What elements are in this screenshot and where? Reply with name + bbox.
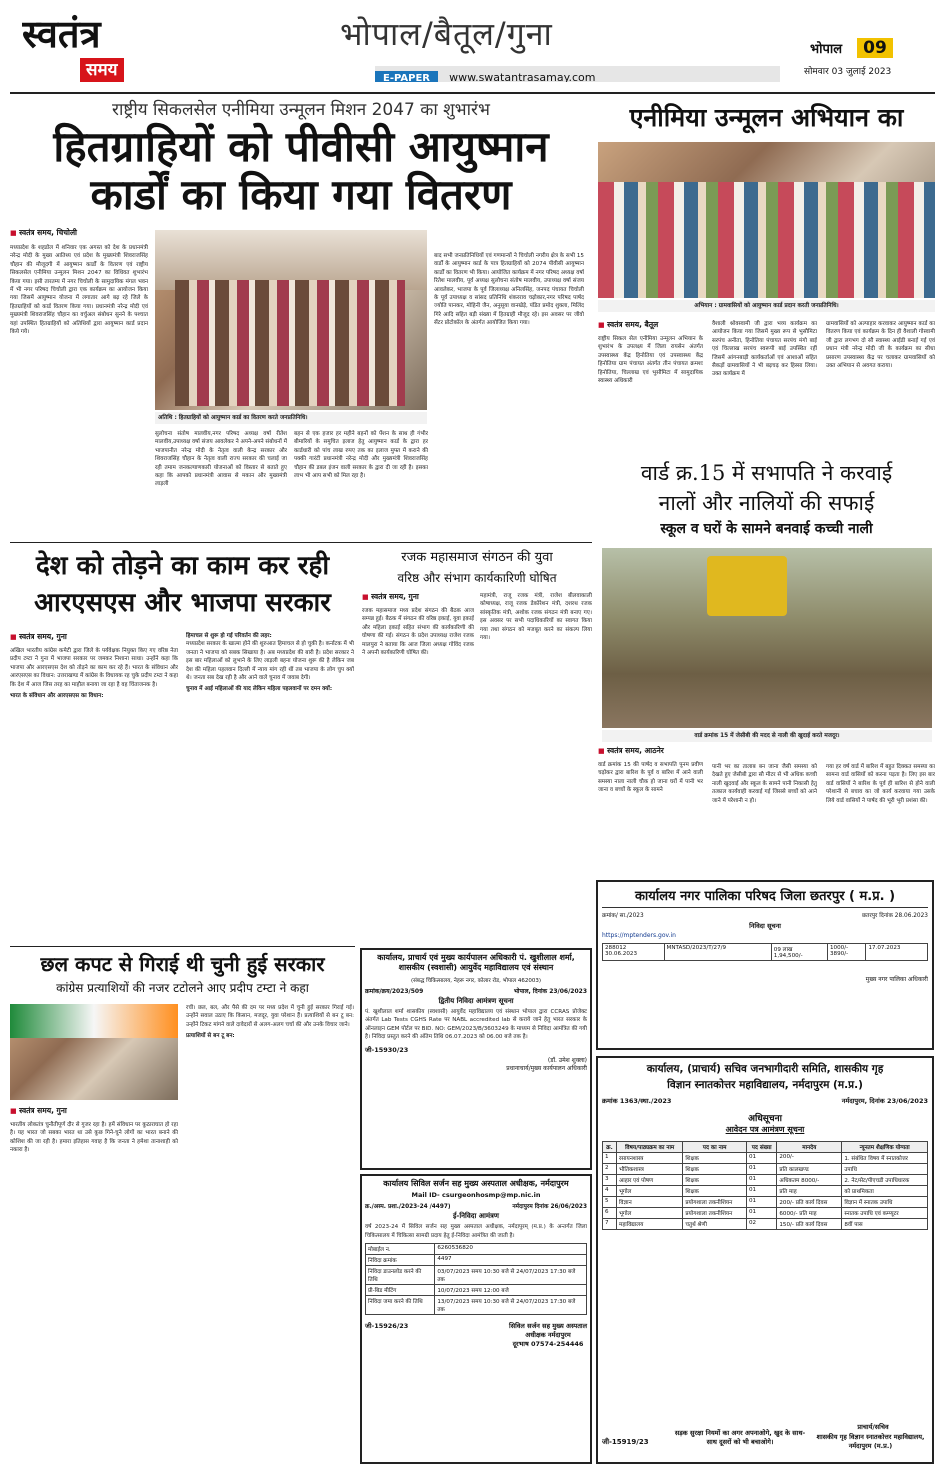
- table-cell: प्री-बिड मीटिंग: [366, 1285, 435, 1296]
- city-label: भोपाल: [810, 42, 843, 57]
- section-divider: [10, 946, 355, 947]
- story-subhead: हिमाचल से शुरू हो गई परिवर्तन की लहर:: [186, 633, 272, 639]
- table-cell: रसायनशास्त्र: [616, 1153, 682, 1164]
- notice-date: छतरपुर दिनांक 28.06.2023: [861, 913, 928, 919]
- table-cell: 6000/- प्रति माह: [777, 1208, 842, 1219]
- table-cell: प्रयोगशाला तकनीशियन: [683, 1197, 747, 1208]
- table-cell: 200/- प्रति कार्य दिवस: [777, 1197, 842, 1208]
- story-ayushman: [10, 96, 592, 536]
- story-body: अखिल भारतीय कांग्रेस कमेटी द्वारा जिले के पर्यवेक्षक नियुक्त किए गए वरिष्ठ नेता प्रदीप टम्टा ने गुना में भाजपा सरकार पर जमकर निशाना साधा। उन्होंने कहा कि भाजपा और आरएसएस देश को तोड़ने का काम कर रहे हैं। भारत के संविधान और आरएसएस का विधान: उत्तराखण्ड में कांग्रेस के विधायक रह चुके प्रदीप टम्टा ने कहा कि देश में आज जिस तरह का माहौल बनाया जा रहा है वह चिंताजनक है।: [10, 648, 178, 688]
- logo: [22, 14, 157, 84]
- story-body: भारतीय लोकतंत्र चुनौतीपूर्ण दौर से गुजर रहा है। हमें संविधान पर कुठाराघात हो रहा है। यह भारत जो सबका भारत था उसे कुछ गिने-चुने लोगों का भारत बनाने की कोशिश की जा रही है। हमारा इतिहास गवाह है कि जनता ने हमेशा तानाशाही को नकारा है।: [10, 1122, 178, 1154]
- story-body: मध्यप्रदेश के शहडोल में शनिवार एक अगस्त को देश के प्रधानमंत्री नरेन्द्र मोदी के मुख्य आतिथ्य एवं प्रदेश के मुख्यमंत्री शिवराजसिंह चौहान की मौजूदगी में आयुष्मान कार्डों के वितरण एवं राष्ट्रीय सिकलसेल एनीमिया उन्मूलन मिशन 2047 का विधिवत शुभारंभ किया गया। इसी तारतम्य में नगर चिचोली के सामुदायिक मंगल भवन में भी नगर परिषद चिचोली द्वारा एक कार्यक्रम का आयोजन किया गया जिसमें आयुष्मान योजना में लगातार आगे बढ़ रहे जिले के हितग्राहियों को कार्ड वितरण किया गया। प्रधानमंत्री नरेन्द्र मोदी एवं मुख्यमंत्री शिवराजसिंह चौहान का वर्चुअल संबोधन सुनने के पश्चात यहां उपस्थित हितग्राहियों को अतिथियों द्वारा आयुष्मान कार्ड प्रदान किये गये।: [10, 245, 148, 335]
- table-cell: भूगोल: [616, 1208, 682, 1219]
- table-cell: विज्ञान में स्नातक उपाधि: [842, 1197, 928, 1208]
- table-cell: प्रति कालखण्ड: [777, 1164, 842, 1175]
- table-cell: 02: [746, 1219, 776, 1230]
- table-cell: उपाधि: [842, 1164, 928, 1175]
- column-header: पद संख्या: [746, 1142, 776, 1153]
- notice-code: जी-15930/23: [365, 1046, 409, 1055]
- story-headline: छल कपट से गिराई थी चुनी हुई सरकार: [40, 952, 325, 976]
- column-header: न्यूनतम शैक्षणिक योग्यता: [842, 1142, 928, 1153]
- story-photo: [155, 230, 427, 410]
- story-body: बहन से एक हजार हर महीने बहनों को पेंशन के साथ ही गंभीर बीमारियों के समुचित इलाज हेतु आयुष्मान कार्ड के द्वारा हर कार्डधारी को पांच लाख रुपए तक का इलाज मुफ्त में कराने की पक्की गारंटी प्रधानमंत्री नरेन्द्र मोदी और मुख्यमंत्री शिवराजसिंह चौहान की डबल इंजन वाली सरकार के द्वारा दी जा रही है। इसका लाभ भी आप सभी को मिल रहा है।: [294, 431, 428, 479]
- story-headline-line2: कार्डों का किया गया वितरण: [90, 170, 512, 219]
- story-body: मध्यप्रदेश सरकार के खात्मा होने की शुरुआत हिमाचल से हो चुकी है। कर्नाटक में भी जनता ने भाजपा को सबक सिखाया है। अब मध्यप्रदेश की बारी है। प्रदेश सरकार ने इस बार महिलाओं को लुभाने के लिए लाड़ली बहना योजना शुरू की है लेकिन जब देश की महिला पहलवान दिल्ली में न्याय मांग रही थीं तब भाजपा के लोग चुप क्यों थे। जनता सब देख रही है और आने वाले चुनाव में जवाब देगी।: [186, 641, 354, 681]
- table-cell: 4497: [435, 1255, 587, 1266]
- story-column-2: [480, 592, 592, 942]
- story-rajak-samaj: [362, 548, 592, 943]
- story-byline: ■ स्वतंत्र समय, गुना: [362, 592, 474, 602]
- notice-title-line1: कार्यालय, (प्राचार्य) सचिव जनभागीदारी समिति, शासकीय गृह: [646, 1063, 884, 1075]
- story-photo-caption: अतिथि : हितग्राहियों को आयुष्मान कार्ड का वितरण करते जनप्रतिनिधि।: [155, 412, 427, 424]
- jcb-machine: [707, 556, 787, 616]
- story-photo-caption: वार्ड क्रमांक 15 में जेसीबी की मदद से नाली की खुदाई करते मजदूर।: [602, 730, 932, 742]
- story-body: पानी भर का तालाब बन जाना जैसी समस्या को देखते हुए जेसीबी द्वारा सौ मीटर से भी अधिक कच्ची नाली खुदवाई और स्कूल के सामने पानी निकासी हेतु तत्काल कार्यवाही करवाई गई जिससे बच्चों को आने जाने में परेशानी न हो।: [712, 764, 817, 804]
- table-cell: महाविद्यालय: [616, 1219, 682, 1230]
- table-cell: को प्राथमिकता: [842, 1186, 928, 1197]
- notice-sign-2: शासकीय गृह विज्ञान स्नातकोत्तर महाविद्यालय, नर्मदापुरम (म.प्र.): [816, 1433, 925, 1450]
- notice-ref: क्रमांक/ सा./2023: [602, 913, 644, 919]
- page-info: [800, 38, 910, 84]
- logo-bottom: समय: [80, 58, 124, 82]
- story-column-3: [826, 320, 935, 456]
- table-cell: भौतिकशास्त्र: [616, 1164, 682, 1175]
- table-cell: स्नातक उपाधि एवं कम्प्यूटर: [842, 1208, 928, 1219]
- table-cell: शिक्षक: [683, 1186, 747, 1197]
- vacancy-table: [602, 1141, 928, 1230]
- notice-home-science-college: [596, 1056, 934, 1464]
- notice-address: (संबद्ध चिकित्सालय, नेहरू नगर, कोलार रोड, भोपाल 462003): [410, 977, 542, 984]
- table-cell: 1000/- 3890/-: [827, 944, 865, 961]
- table-row: [366, 1296, 587, 1315]
- notice-footer: [602, 1420, 928, 1460]
- notice-subject: द्वितीय निविदा आमंत्रण सूचना: [438, 996, 514, 1005]
- notice-sign: मुख्य नगर पालिका अधिकारी: [865, 976, 928, 983]
- table-cell: शिक्षक: [683, 1175, 747, 1186]
- story-column-1: [10, 632, 178, 942]
- story-body: गया हर वर्ष वार्ड में बारिश में बहुत दिक्कत समस्या का सामना वार्ड वासियों को करना पड़ता है। लिए इस बार वार्ड वासियों ने बारिश के पूर्व ही बारिश से होने वाली परेशानी से बचाव का जो कार्य करवाया गया उसके लिये वार्ड वासियों ने पार्षद की भूरी भूरी प्रशंसा की।: [826, 764, 935, 804]
- notice-subject: अधिसूचना: [748, 1114, 782, 1124]
- notice-ref: क्रमांक 1363/स्था./2023: [602, 1097, 672, 1105]
- table-cell: 01: [746, 1197, 776, 1208]
- table-cell: 13/07/2023 समय 10:30 बजे से 24/07/2023 17:30 बजे तक: [435, 1296, 587, 1315]
- tender-notice-chhatarpur: [596, 880, 934, 1050]
- table-row: [366, 1266, 587, 1285]
- notice-sign: सिविल सर्जन सह मुख्य अस्पताल: [509, 1322, 587, 1331]
- table-cell: शिक्षक: [683, 1153, 747, 1164]
- story-photo-caption: अभियान : ग्रामवासियों को आयुष्मान कार्ड प्रदान करती जनप्रतिनिधि।: [598, 300, 935, 312]
- table-cell: निविदा जमा करने की तिथि: [366, 1296, 435, 1315]
- story-photo: [598, 142, 935, 298]
- story-headline-line1: रजक महासमाज संगठन की युवा: [401, 550, 553, 565]
- story-body: महामंत्री, राजू रजक मंत्री, राजेश बीलवाकाली कोषाध्यक्ष, राजू रजक डेकोरेशन मंत्री, दशरथ रजक सांस्कृतिक मंत्री, अशोक रजक संगठन मंत्री बनाए गए। इस अवसर पर सभी पदाधिकारियों का स्वागत किया गया तथा संगठन को मजबूत करने का संकल्प लिया गया।: [480, 593, 592, 641]
- table-cell: 200/-: [777, 1153, 842, 1164]
- story-headline-line2: वरिष्ठ और संभाग कार्यकारिणी घोषित: [397, 571, 557, 585]
- story-column-2: [712, 320, 817, 456]
- story-byline: ■ स्वतंत्र समय, चिचोली: [10, 228, 148, 238]
- table-row: [603, 1164, 928, 1175]
- tender-notice-ayurveda: [360, 948, 592, 1170]
- notice-tender-table: [602, 943, 928, 961]
- story-headline-line1: हितग्राहियों को पीवीसी आयुष्मान: [53, 122, 549, 171]
- table-cell: निविदा डाउनलोड करने की तिथि: [366, 1266, 435, 1285]
- story-body: वार्ड क्रमांक 15 की पार्षद व सभापति पूनम प्रवीण चढ़ोकर द्वारा बारिश के पूर्व व बारिश में आने वाली समस्या नाला नाली चौक हो जाना घरों में पानी भर जाना व बच्चों के स्कूल के सामने: [598, 762, 703, 794]
- logo-top: स्वतंत्र: [22, 14, 101, 56]
- story-body: सुलोचना संतोष मालवीय,नगर परिषद अध्यक्ष वर्षा रीतेश मालवीय,उपाध्यक्ष वर्षा संजय आवलेकर ने अपने-अपने संबोधनों में भाजपानीत नरेन्द्र मोदी के नेतृत्व वाली केन्द्र सरकार और शिवराजसिंह चौहान के नेतृत्व वाली राज्य सरकार की चलाई जा रही तमाम जनकल्याणकारी योजनाओं को विस्तार से बताते हुए कहा कि आपको प्रधानमंत्री आवास से मकान और मुख्यमंत्री लाड़ली: [155, 431, 287, 488]
- table-cell: 1. संबंधित विषय में स्नातकोत्तर: [842, 1153, 928, 1164]
- notice-body: वर्ष 2023-24 में सिविल सर्जन सह मुख्य अस्पताल अधीक्षक, नर्मदापुरम् (म.प्र.) के अन्तर्गत जिला चिकित्सालय में चिकित्सा सामग्री प्रदाय हेतु ई-निविदा आमंत्रित की जाती है।: [365, 1224, 587, 1239]
- tender-notice-civil-surgeon: [360, 1174, 592, 1464]
- story-body: रजक महासमाज मध्य प्रदेश संगठन की बैठक आज सम्पन्न हुई। बैठक में संगठन की वरिष्ठ इकाई, युवा इकाई और महिला इकाई सहित संभाग की कार्यकारिणी की घोषणा की गई। संगठन के प्रदेश उपाध्यक्ष राजेश रजक मालपुरा ने बताया कि आज जिला अध्यक्ष गोविंद रजक ने अपनी कार्यकारिणी घोषित की।: [362, 608, 474, 656]
- story-byline: ■ स्वतंत्र समय, बैतूल: [598, 320, 703, 330]
- notice-body: पं. खुशीलाल शर्मा शासकीय (स्वशासी) आयुर्वेद महाविद्यालय एवं संस्थान भोपाल द्वारा CCRAS प्रोजेक्ट अंतर्गत Lab Tests CGHS Rate पर NABL accredited lab से कराये जाने हेतु भारत सरकार के ऑनलाइन GEM पोर्टल पर BID. NO: GEM/2023/B/3603249 के माध्यम से निविदा आमंत्रित की गयी है। निविदा प्रस्तुत करने की अंतिम तिथि 06.07.2023 को 06.00 बजे तक है।: [365, 1008, 587, 1040]
- story-column-1: [598, 746, 703, 878]
- table-cell: 4: [603, 1186, 617, 1197]
- notice-schedule-table: [365, 1243, 587, 1315]
- table-cell: 7: [603, 1219, 617, 1230]
- table-cell: मोबाईल न.: [366, 1244, 435, 1255]
- story-subhead: चुनाव में आई महिलाओं की याद लेकिन महिला पहलवानों पर दमन क्यों:: [186, 686, 333, 693]
- table-row: [603, 944, 928, 961]
- table-cell: प्रयोगशाला तकनीशियन: [683, 1208, 747, 1219]
- table-cell: 01: [746, 1208, 776, 1219]
- table-cell: चतुर्थ श्रेणी: [683, 1219, 747, 1230]
- notice-code: जी-15926/23: [365, 1322, 409, 1331]
- story-column-2: [712, 763, 817, 878]
- story-subhead: स्कूल व घरों के सामने बनवाई कच्ची नाली: [660, 521, 873, 537]
- table-row: [603, 1186, 928, 1197]
- table-cell: 01: [746, 1175, 776, 1186]
- notice-subject: ई-निविदा आमंत्रण: [453, 1212, 499, 1221]
- story-toppled-government: [10, 950, 355, 1465]
- story-body: बाद सभी जनप्रतिनिधियों एवं गणमान्यों ने चिचोली नगरीय क्षेत्र के सभी 15 वार्डों के आयुष्मान कार्ड के पात्र हितग्राहियों को 2074 पीवीसी आयुष्मान कार्डों का वितरण भी किया। आयोजित कार्यक्रम में नगर परिषद अध्यक्ष वर्षा रितेश मालवीय, पूर्व अध्यक्ष सुलोचना संतोष मालवीय, उपाध्यक्ष वर्षा संजय आवलेकर, भाजपा के पूर्व जिलाध्यक्ष अनिलसिंह, जनपद पंचायत चिचोली के पूर्व उपाध्यक्ष व सांसद प्रतिनिधि शंकरराव चढ़ोकार,नगर परिषद पार्षद ज्योति पानकर, मोहिनी जैन, अनुसूया वानखेड़े, पंडित प्रमोद शुक्ला, मिलिंद गिरे आदि सहित बड़ी संख्या में हितग्राही मौजूद रहे। इस अवसर पर जीवो सेंटर प्रोटोकॉल के अंतर्गत आयोजित किया गया।: [434, 253, 584, 327]
- notice-subject: निविदा सूचना: [749, 922, 781, 930]
- table-row: [366, 1285, 587, 1296]
- story-photo: [10, 1004, 178, 1100]
- epaper-label: E-PAPER: [375, 71, 438, 82]
- table-cell: MNTASD/2023/T/27/9: [664, 944, 771, 961]
- table-cell: 2: [603, 1164, 617, 1175]
- table-row: [603, 1208, 928, 1219]
- notice-sign: (डॉ. उमेश शुक्ला): [547, 1057, 587, 1065]
- story-headline-line1: वार्ड क्र.15 में सभापति ने करवाई: [640, 461, 893, 485]
- column-header: पद का नाम: [683, 1142, 747, 1153]
- story-headline-line2: आरएसएस और भाजपा सरकार: [34, 588, 331, 618]
- notice-ref: क्र./अस्प. प्रशा./2023-24 /4497): [365, 1204, 451, 1211]
- story-column-3: [826, 763, 935, 878]
- notice-title-line2: विज्ञान स्नातकोत्तर महाविद्यालय, नर्मदापुरम (म.प्र.): [667, 1079, 863, 1091]
- table-cell: 10/07/2023 समय 12:00 बजे: [435, 1285, 587, 1296]
- table-row: [603, 1219, 928, 1230]
- notice-title: कार्यालय सिविल सर्जन सह मुख्य अस्पताल अधीक्षक, नर्मदापुरम: [383, 1179, 569, 1188]
- table-row: [366, 1255, 587, 1266]
- column-header: क्र.: [603, 1142, 617, 1153]
- table-header-row: [603, 1142, 928, 1153]
- story-column-1: [10, 1106, 178, 1464]
- story-body: राष्ट्रीय सिकल सेल एनीमिया उन्मूलन अभियान के शुभारंभ के उपलक्ष्य में जिला रायसेन अंतर्गत उपस्वास्थ्य केंद्र हिनोतिया एवं उपस्वास्थ्य केंद्र हिनोतिया ग्राम पंचायत अंतर्गत तीन पंचायत क्रमशः हिनोतिया, चिल्लाख एवं भुसौमिटा में सामुदायिक स्वास्थ्य अधिकारी: [598, 336, 703, 384]
- story-headline-line1: देश को तोड़ने का काम कर रही: [35, 551, 330, 581]
- table-cell: 2. नेट/सेट/पीएचडी उपाधिधारक: [842, 1175, 928, 1186]
- edition-title: भोपाल/बैतूल/गुना: [340, 15, 553, 53]
- notice-date: भोपाल, दिनांक 23/06/2023: [513, 987, 587, 995]
- story-column-1: [362, 592, 474, 942]
- table-cell: 150/- प्रति कार्य दिवस: [777, 1219, 842, 1230]
- road-safety-slogan: सड़क सुरक्षा नियमों का अगर अपनाओगे, खुद के साथ-साथ दूसरों को भी बचाओगे।: [674, 1429, 806, 1446]
- story-ward-cleaning: [598, 458, 935, 878]
- table-cell: 09 लाख 1,94,500/-: [771, 944, 827, 961]
- notice-sign-2: अधीक्षक नर्मदापुरम: [525, 1331, 571, 1340]
- page-number: 09: [857, 38, 893, 58]
- table-cell: निविदा क्रमांक: [366, 1255, 435, 1266]
- table-cell: 288012 30.06.2023: [603, 944, 665, 961]
- notice-phone: दूरभाष 07574-254446: [512, 1340, 584, 1349]
- website-link[interactable]: www.swatantrasamay.com: [449, 71, 596, 82]
- table-cell: 01: [746, 1153, 776, 1164]
- notice-date: नर्मदापुरम दिनांक 26/06/2023: [512, 1204, 587, 1211]
- table-cell: प्रति माह: [777, 1186, 842, 1197]
- table-cell: 3: [603, 1175, 617, 1186]
- notice-sign: प्राचार्य/सचिव: [857, 1423, 889, 1431]
- table-cell: आहार एवं पोषण: [616, 1175, 682, 1186]
- notice-date: नर्मदापुरम, दिनांक 23/06/2023: [841, 1097, 928, 1105]
- story-kicker: राष्ट्रीय सिकलसेल एनीमिया उन्मूलन मिशन 2047 का शुभारंभ: [112, 100, 490, 120]
- table-cell: 5: [603, 1197, 617, 1208]
- story-subhead: कांग्रेस प्रत्याशियों की नजर टटोलने आए प्रदीप टम्टा ने कहा: [56, 981, 309, 995]
- story-headline-line2: नालों और नालियों की सफाई: [658, 491, 875, 515]
- table-cell: 1: [603, 1153, 617, 1164]
- masthead-divider: [10, 92, 935, 94]
- story-byline: ■ स्वतंत्र समय, गुना: [10, 1106, 178, 1116]
- table-row: [603, 1175, 928, 1186]
- story-body: वैशाली श्रोवस्वामी जी द्वारा भव्य कार्यक्रम का आयोजन किया गया जिसमें मुख्य रूप से भुसौमिटा सरपंच अनीता, हिनोतिया पंचायत सरपंच मंगो बाई एवं चिल्लाख सरपंच स्वरूपी बाई उपस्थित रहीं जिसमें आंगनबाड़ी कार्यकर्ताओं एवं आशाओं सहित सैकड़ों ग्रामवासियों ने भी बढ़चढ़ कर हिस्सा लिया। उक्त कार्यक्रम में: [712, 321, 817, 378]
- notice-subject-2: आवेदन पत्र आमंत्रण सूचना: [725, 1125, 805, 1134]
- table-cell: 6: [603, 1208, 617, 1219]
- notice-url[interactable]: https://mptenders.gov.in: [602, 932, 676, 939]
- column-header: विषय/पाठ्यक्रम का नाम: [616, 1142, 682, 1153]
- table-cell: विज्ञान: [616, 1197, 682, 1208]
- story-column-2: [186, 632, 354, 942]
- notice-mail: Mail ID- csurgeonhosmp@mp.nic.in: [411, 1191, 541, 1200]
- story-subhead: प्रत्याशियों से बन टू बन:: [186, 1033, 235, 1040]
- table-row: [603, 1153, 928, 1164]
- story-body: ग्रामवासियों को अल्पाहार करवाकर आयुष्मान कार्ड का वितरण किया एवं कार्यक्रम के दिन ही वैशाली गोस्वामी जी द्वारा लगभग दो सौ स्वास्थ्य आईडी बनाई गई एवं प्रधान मंत्री नरेन्द्र मोदी जी के कार्यक्रम का सीधा प्रसारण उपस्वास्थ्य केंद्र पर चलाकर ग्रामवासियों को उक्त अभियान से अवगत कराया।: [826, 321, 935, 369]
- notice-title: कार्यालय नगर पालिका परिषद जिला छतरपुर ( म.प्र. ): [602, 886, 928, 908]
- table-row: [366, 1244, 587, 1255]
- story-anemia: [598, 96, 935, 456]
- section-divider: [10, 542, 592, 543]
- story-column-3: [294, 430, 428, 534]
- story-body: रची। छल, बल, और पैसे की दम पर मध्य प्रदेश में चुनी हुई सरकार गिराई गई। उन्होंने सवाल उठाए कि किसान, मजदूर, युवा परेशान हैं। प्रत्याशियों से बन टू बन: उन्होंने टिकट मांगने वाले दावेदारों से अलग-अलग चर्चा की और उनके विचार जाने।: [186, 1005, 354, 1028]
- story-column-4: [434, 252, 584, 536]
- notice-code: जी-15919/23: [602, 1438, 649, 1446]
- story-column-2: [155, 430, 287, 534]
- epaper-strip: [375, 66, 780, 82]
- notice-title: कार्यालय, प्राचार्य एवं मुख्य कार्यपालन अधिकारी पं. खुशीलाल शर्मा, शासकीय (स्वशासी) आयुर्वेद महाविद्यालय एवं संस्थान: [377, 953, 575, 973]
- table-cell: 17.07.2023: [866, 944, 928, 961]
- story-subhead: भारत के संविधान और आरएसएस का विधान:: [10, 692, 104, 699]
- story-photo: [602, 548, 932, 728]
- story-column-1: [598, 320, 703, 456]
- story-byline: ■ स्वतंत्र समय, आठनेर: [598, 746, 703, 756]
- column-header: मानदेय: [777, 1142, 842, 1153]
- story-byline: ■ स्वतंत्र समय, गुना: [10, 632, 178, 642]
- issue-date: सोमवार 03 जुलाई 2023: [804, 67, 892, 77]
- story-rss-bjp: [10, 548, 355, 943]
- table-row: [603, 1197, 928, 1208]
- notice-sign-role: प्रधानाचार्य/मुख्य कार्यपालन अधिकारी: [506, 1065, 587, 1073]
- table-cell: अधिकतम 8000/-: [777, 1175, 842, 1186]
- table-cell: 01: [746, 1164, 776, 1175]
- table-cell: भूगोल: [616, 1186, 682, 1197]
- story-column-1: [10, 228, 148, 534]
- story-column-2: [186, 1004, 354, 1464]
- table-cell: 03/07/2023 समय 10:30 बजे से 24/07/2023 17:30 बजे तक: [435, 1266, 587, 1285]
- story-headline: एनीमिया उन्मूलन अभियान का: [629, 103, 904, 132]
- table-cell: शिक्षक: [683, 1164, 747, 1175]
- table-cell: 6260536820: [435, 1244, 587, 1255]
- table-cell: 8वीं पास: [842, 1219, 928, 1230]
- masthead: [0, 0, 945, 92]
- notice-ref: क्रमांक/क्रय/2023/509: [365, 987, 424, 995]
- table-cell: 01: [746, 1186, 776, 1197]
